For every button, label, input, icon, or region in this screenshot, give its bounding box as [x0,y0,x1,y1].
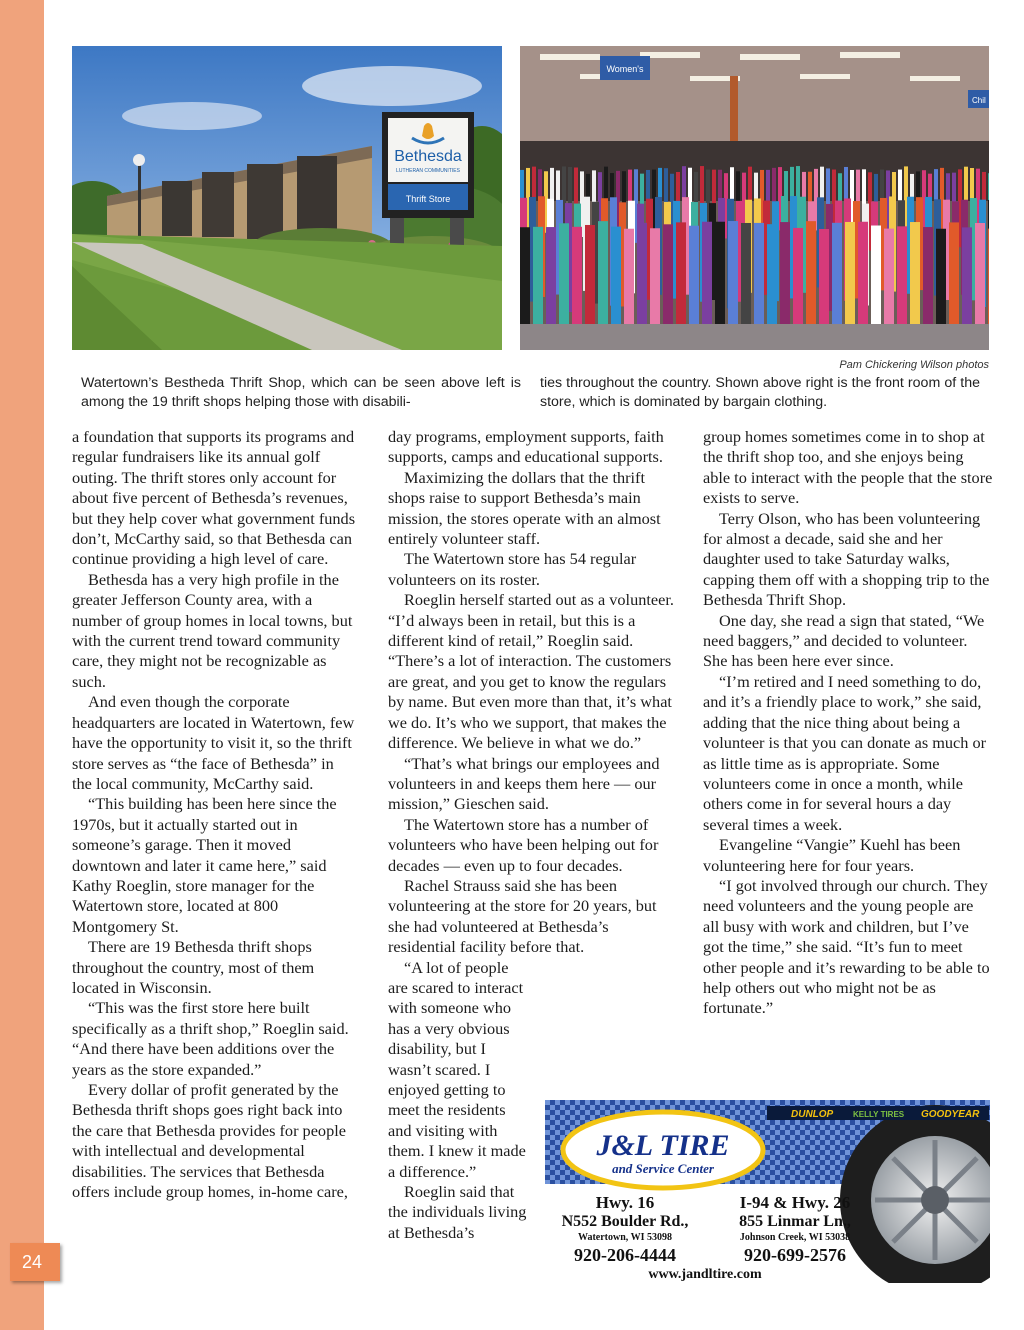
sign-name: Bethesda [394,148,462,165]
banner-children: Chil [972,96,986,105]
brand-dunlop: DUNLOP [791,1109,834,1120]
paragraph: a foundation that supports its programs and regular fundraisers like its annual golf outing. The thrift stores only account for about five percent of Bethesda’s revenues, but they help cover what government funds don’t, McCarthy said, so that Bethesda can continue providing a high level of care. [72,427,356,569]
paragraph: Rachel Strauss said she has been volunteering at the store for 20 years, but she had volunteered at Bethesda’s residential facility before that. [388,875,657,957]
storefront-photo [72,46,502,350]
paragraph: Maximizing the dollars that the thrift shops raise to support Bethesda’s main mission, the stores operate with an almost entirely volunteer staff. [388,467,661,549]
paragraph: Every dollar of profit generated by the Bethesda thrift shops goes right back into the care that Bethesda provides for people with intellectual and developmental disabilities. The services that Bethesda offers include group homes, in-home care, [72,1080,348,1202]
page-number: 24 [10,1243,60,1281]
loc2-city: Johnson Creek, WI 53038 [739,1232,851,1243]
paragraph: Roeglin said that the individuals living at Bethesda’s [388,1182,527,1242]
ad-website: www.jandltire.com [648,1267,762,1282]
loc2-phone: 920-699-2576 [744,1245,846,1265]
page-side-band [0,0,44,1330]
paragraph: Terry Olson, who has been volunteering for almost a decade, said she and her daughter used to take Saturday walks, capping them off with a shopping trip to the Bethesda Thrift Shop. [703,508,990,610]
brand-goodyear: GOODYEAR [921,1109,980,1120]
store-interior-photo [520,46,989,350]
ad-tagline: and Service Center [612,1161,714,1176]
sign-store: Thrift Store [405,194,451,204]
loc1-city: Watertown, WI 53098 [578,1232,672,1243]
sign-sub: LUTHERAN COMMUNITIES [396,168,460,174]
loc2-hwy: I-94 & Hwy. 26 [739,1193,851,1212]
paragraph: “This building has been here since the 1970s, but it actually started out in someone’s garage. Then it moved downtown and later it came here,” said Kathy Roeglin, store manager for the Watertown store, located at 800 Montgomery St. [72,794,337,936]
paragraph: “This was the first store here built specifically as a thrift shop,” Roeglin said. “And there have been additions over the years as the store expanded.” [72,998,349,1079]
article-column-1 [72,427,357,1202]
photo-caption-left: Watertown’s Bestheda Thrift Shop, which can be seen above left is among the 19 thrift shops helping those with disabili- [81,375,521,410]
ad-brand-name: J&L TIRE [596,1129,730,1162]
loc1-phone: 920-206-4444 [574,1245,676,1265]
tire-advertisement[interactable] [545,1100,990,1283]
banner-women: Women's [606,64,644,74]
paragraph: “That’s what brings our employees and volunteers in and keeps them here — our mission,” Gieschen said. [388,753,660,814]
loc1-hwy: Hwy. 16 [595,1193,655,1212]
paragraph: And even though the corporate headquarters are located in Watertown, few have the opportunity to visit it, so the thrift store serves as “the face of Bethesda” in the local community, McCarthy said. [72,692,355,793]
paragraph: “A lot of people are scared to interact with someone who has a very obvious disability, but I wasn’t scared. I enjoyed getting to meet the residents and visiting with them. I knew it made a difference.” [388,957,526,1181]
loc1-street: N552 Boulder Rd., [561,1213,689,1230]
photo-caption-right: ties throughout the country. Shown above right is the front room of the store, which is dominated by bargain clothing. [540,375,980,410]
paragraph: “I’m retired and I need something to do, and it’s a friendly place to work,” she said, adding that the nice thing about being a volunteer is that you can donate as much or as little time as is appropriate. Some volunteers come in once a month, while others come in for several hours a day several times a week. [703,671,987,834]
paragraph: One day, she read a sign that stated, “We need baggers,” and decided to volunteer. She has been here ever since. [703,610,985,671]
paragraph: There are 19 Bethesda thrift shops throughout the country, most of them located in Wisconsin. [72,937,315,997]
paragraph: The Watertown store has a number of volunteers who have been helping out for decades — even up to four decades. [388,814,659,875]
loc2-street: 855 Linmar Ln., [739,1213,851,1230]
photo-credit: Pam Chickering Wilson photos [839,359,989,371]
paragraph: day programs, employment supports, faith supports, camps and educational supports. [388,427,664,467]
brand-kelly: KELLY TIRES [853,1110,905,1119]
paragraph: The Watertown store has 54 regular volunteers on its roster. [388,549,637,589]
paragraph: “I’d always been in retail, but this is a different kind of retail,” Roeglin said. “There’s a lot of interaction. The customers are great, and you get to know the regulars by name. But even more than that, it’s what we do. It’s who we support, that makes the difference. We believe in what we do.” [388,610,672,753]
paragraph: “I got involved through our church. They need volunteers and the young people are all busy with work and children, but I’ve got the time,” she said. “It’s fun to meet other people and it’s rewarding to be able to help others out who might not be as fortunate.” [703,875,990,1018]
article-column-3 [703,427,993,1019]
paragraph: group homes sometimes come in to shop at the thrift shop too, and she enjoys being able to interact with the people that the store exists to serve. [703,427,993,508]
paragraph: Bethesda has a very high profile in the greater Jefferson County area, with a number of group homes in local towns, but with the current trend toward community care, they might not be recognizable as such. [72,569,353,691]
paragraph: Evangeline “Vangie” Kuehl has been volunteering here for four years. [703,835,961,875]
paragraph: Roeglin herself started out as a volunteer. [404,590,674,610]
